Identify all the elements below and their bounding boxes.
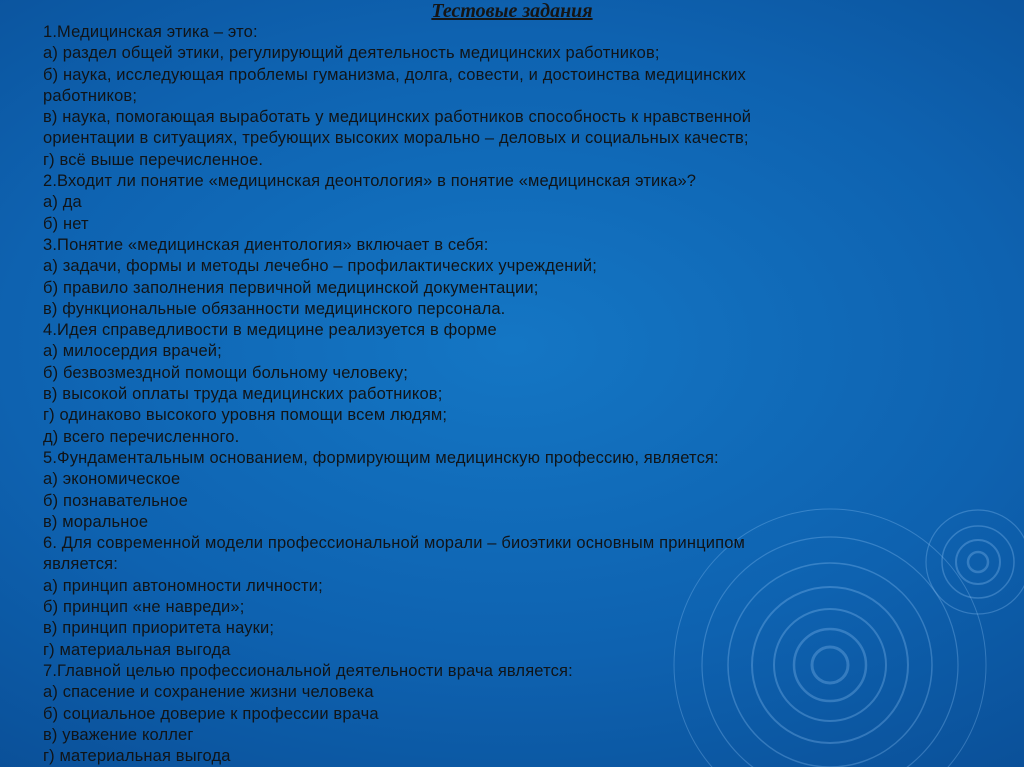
text-line: в) моральное [43, 512, 149, 531]
text-line: работников; [43, 86, 138, 105]
test-questions-text [43, 22, 983, 767]
text-line: а) задачи, формы и методы лечебно – профилактических учреждений; [43, 257, 598, 276]
text-line: г) одинаково высокого уровня помощи всем людям; [43, 406, 448, 425]
text-line: а) раздел общей этики, регулирующий деятельность медицинских работников; [43, 44, 660, 63]
text-line: б) социальное доверие к профессии врача [43, 704, 379, 723]
text-line: 3.Понятие «медицинская диентология» включает в себя: [43, 235, 489, 254]
text-line: 6. Для современной модели профессиональной морали – биоэтики основным принципом [43, 534, 746, 553]
text-line: д) всего перечисленного. [43, 427, 240, 446]
text-line: является: [43, 555, 119, 574]
text-line: г) всё выше перечисленное. [43, 150, 264, 169]
text-line: в) принцип приоритета науки; [43, 619, 275, 638]
text-line: а) экономическое [43, 470, 181, 489]
slide-title: Тестовые задания [431, 0, 593, 22]
text-line: в) высокой оплаты труда медицинских работников; [43, 385, 443, 404]
text-line: в) наука, помогающая выработать у медицинских работников способность к нравственной [43, 108, 752, 127]
text-line: а) милосердия врачей; [43, 342, 222, 361]
text-line: б) безвозмездной помощи больному человеку; [43, 363, 409, 382]
text-line: 2.Входит ли понятие «медицинская деонтология» в понятие «медицинская этика»? [43, 172, 697, 191]
text-line: б) познавательное [43, 491, 188, 510]
text-line: б) правило заполнения первичной медицинской документации; [43, 278, 539, 297]
text-line: б) наука, исследующая проблемы гуманизма, долга, совести, и достоинства медицинских [43, 65, 746, 84]
text-line: б) нет [43, 214, 89, 233]
text-line: а) спасение и сохранение жизни человека [43, 683, 374, 702]
text-line: г) материальная выгода [43, 747, 231, 766]
text-line: ориентации в ситуациях, требующих высоких морально – деловых и социальных качеств; [43, 129, 749, 148]
text-line: 7.Главной целью профессиональной деятельности врача является: [43, 661, 573, 680]
text-line: б) принцип «не навреди»; [43, 598, 245, 617]
text-line: а) да [43, 193, 82, 212]
text-line: а) принцип автономности личности; [43, 576, 323, 595]
text-line: 1.Медицинская этика – это: [43, 23, 258, 41]
text-line: в) уважение коллег [43, 725, 194, 744]
text-line: 4.Идея справедливости в медицине реализуется в форме [43, 321, 497, 340]
text-line: г) материальная выгода [43, 640, 231, 659]
text-line: 5.Фундаментальным основанием, формирующим медицинскую профессию, является: [43, 448, 719, 467]
text-line: в) функциональные обязанности медицинского персонала. [43, 299, 506, 318]
